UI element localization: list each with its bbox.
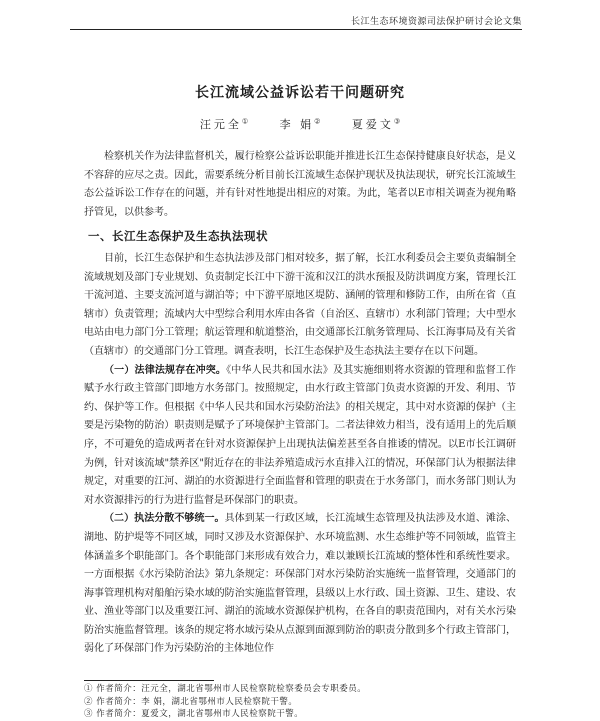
author-name: 汪元全 [199, 118, 242, 131]
section-body [84, 250, 516, 659]
author-3 [352, 118, 400, 131]
footnotes [84, 683, 366, 721]
author-mark: ③ [393, 117, 401, 126]
author-name: 李 娟 [279, 118, 315, 131]
author-line [0, 116, 600, 132]
section-heading: 一、长江生态保护及生态执法现状 [88, 229, 268, 243]
item-1-paragraph [84, 362, 516, 511]
item-2-lead: （二）执法分散不够统一。 [104, 513, 225, 525]
header-rule [70, 29, 522, 30]
author-name: 夏爱文 [351, 118, 394, 131]
section-intro-paragraph: 目前，长江生态保护和生态执法涉及部门相对较多，据了解，长江水利委员会主要负责编制全流域规划及部门专业规划、负责制定长江中下游干流和汉江的洪水预报及防洪调度方案，管理长江干流河道、主要支流河道与湖泊等；中下游平原地区堤防、涵闸的管理和修防工作，由所在省（直辖市）负责管理；流域内大中型综合利用水库由各省（自治区、直辖市）水利部门管理；大中型水电站由电力部门分工管理；航运管理和航道整治，由交通部长江航务管理局、长江海事局及有关省（直辖市）的交通部门分工管理。调查表明，长江生态保护及生态执法主要存在以下问题。 [84, 253, 516, 357]
item-2-text: 具体到某一行政区域，长江流域生态管理及执法涉及水道、滩涂、湖地、防护堤等不同区域，同时又涉及水资源保护、水环境监测、水生态维护等不同领域，监管主体涵盖多个职能部门。各个职能部门来形成有效合力，难以兼顾长江流域的整体性和系统性要求。一方面根据《水污染防治法》第九条规定：环保部门对水污染防治实施统一监督管理，交通部门的海事管理机构对船舶污染水域的防治实施监督管理，县级以上水行政、国土资源、卫生、建设、农业、渔业等部门以及重要江河、湖泊的流域水资源保护机构，在各自的职责范围内，对有关水污染防治实施监督管理。该条的规定将水域污染从点源到面源到防治的职责分散到多个行政主管部门，弱化了环保部门作为污染防治的主体地位作 [84, 513, 517, 655]
footnote-1: ① 作者简介：汪元全，湖北省鄂州市人民检察院检察委员会专职委员。 [84, 684, 367, 694]
abstract-paragraph: 检察机关作为法律监督机关，履行检察公益诉讼职能并推进长江生态保持健康良好状态，是义不容辞的应尽之责。因此，需要系统分析目前长江流域生态保护现状及执法现状，研究长江流域生态公益诉讼工作存在的问题，并有针对性地提出相应的对策。为此，笔者以E市相关调查为视角略抒管见，以供参考。 [84, 151, 516, 218]
author-mark: ② [314, 117, 321, 126]
footnote-rule [84, 680, 214, 681]
author-mark: ① [241, 117, 249, 126]
item-2-paragraph [84, 510, 516, 659]
abstract [84, 148, 516, 222]
running-head: 长江生态环境资源司法保护研讨会论文集 [350, 17, 522, 27]
footnote-2: ② 作者简介：李 娟，湖北省鄂州市人民检察院干警。 [84, 696, 298, 707]
author-2 [280, 118, 321, 131]
author-1 [200, 118, 248, 131]
item-1-text: 《中华人民共和国水法》及其实施细则将水资源的管理和监督工作赋予水行政主管部门即地方水务部门。按照规定，由水行政主管部门负责水资源的开发、利用、节约、保护等工作。但根据《中华人民共和国水污染防治法》的相关规定，其中对水资源的保护（主要是污染物的防治）职责则是赋予了环境保护主管部门。二者法律效力相当，没有适用上的先后顺序，不可避免的造成两者在针对水资源保护上出现执法偏差甚至各自推诿的情况。以E市长江调研为例，针对该流域"禁养区"附近存在的非法养殖造成污水直排入江的情况，环保部门认为根据法律规定，对重要的江河、湖泊的水资源进行全面监督和管理的职责在于水务部门，而水务部门则认为对水资源排污的行为进行监督是环保部门的职责。 [84, 364, 517, 506]
item-1-lead: （一）法律法规存在冲突。 [104, 364, 227, 376]
footnote-3: ③ 作者简介：夏爱文，湖北省鄂州市人民检察院干警。 [84, 709, 304, 719]
paper-title: 长江流域公益诉讼若干问题研究 [195, 85, 405, 101]
